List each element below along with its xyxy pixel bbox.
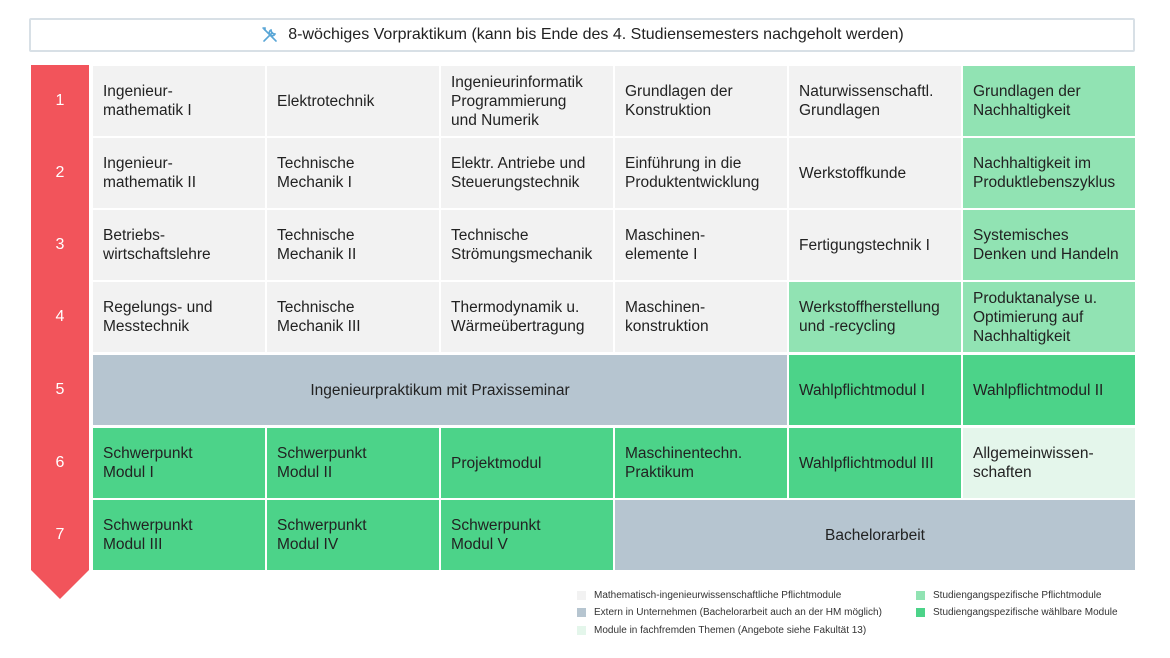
semester-number: 5: [55, 381, 65, 398]
module-cell: Produktanalyse u. Optimierung auf Nachhaltigkeit: [963, 282, 1135, 352]
module-cell: Nachhaltigkeit im Produktlebenszyklus: [963, 138, 1135, 208]
module-cell: Maschinen- elemente I: [615, 210, 787, 280]
module-cell: Schwerpunkt Modul IV: [267, 500, 439, 570]
legend-label: Mathematisch-ingenieurwissenschaftliche Pflichtmodule: [594, 590, 842, 601]
module-cell: Maschinentechn. Praktikum: [615, 428, 787, 498]
semester-number: 3: [55, 236, 65, 253]
module-cell: Technische Mechanik III: [267, 282, 439, 352]
legend-label: Studiengangspezifische wählbare Module: [933, 607, 1118, 618]
module-cell: Naturwissenschaftl. Grundlagen: [789, 66, 961, 136]
module-cell: Schwerpunkt Modul II: [267, 428, 439, 498]
module-cell: Wahlpflichtmodul I: [789, 355, 961, 425]
module-cell: Technische Mechanik II: [267, 210, 439, 280]
module-cell: Werkstoffherstellung und -recycling: [789, 282, 961, 352]
module-cell: Allgemeinwissen- schaften: [963, 428, 1135, 498]
semester-number: 1: [55, 92, 65, 109]
module-cell: Regelungs- und Messtechnik: [93, 282, 265, 352]
semester-number: 6: [55, 454, 65, 471]
legend-item: [577, 607, 882, 618]
banner-text: 8-wöchiges Vorpraktikum (kann bis Ende des 4. Studiensemesters nachgeholt werden): [288, 26, 904, 43]
legend-item: [916, 590, 1101, 601]
module-cell: Schwerpunkt Modul III: [93, 500, 265, 570]
module-cell: Bachelorarbeit: [615, 500, 1135, 570]
legend-swatch: [916, 591, 925, 600]
semester-number: 2: [55, 164, 65, 181]
module-cell: Einführung in die Produktentwicklung: [615, 138, 787, 208]
legend-swatch: [577, 608, 586, 617]
module-cell: Wahlpflichtmodul II: [963, 355, 1135, 425]
legend-label: Studiengangspezifische Pflichtmodule: [933, 590, 1102, 601]
module-cell: Schwerpunkt Modul V: [441, 500, 613, 570]
module-cell: Maschinen- konstruktion: [615, 282, 787, 352]
legend-item: [577, 625, 866, 636]
legend-label: Extern in Unternehmen (Bachelorarbeit auch an der HM möglich): [594, 607, 882, 618]
module-cell: Grundlagen der Konstruktion: [615, 66, 787, 136]
semester-arrow: [31, 65, 89, 599]
module-cell: Elektrotechnik: [267, 66, 439, 136]
module-cell: Technische Mechanik I: [267, 138, 439, 208]
legend-item: [916, 607, 1118, 618]
module-cell: Projektmodul: [441, 428, 613, 498]
module-cell: Fertigungstechnik I: [789, 210, 961, 280]
module-cell: Schwerpunkt Modul I: [93, 428, 265, 498]
tools-icon: [260, 25, 280, 45]
module-cell: Werkstoffkunde: [789, 138, 961, 208]
legend-swatch: [577, 626, 586, 635]
legend-item: [577, 590, 841, 601]
module-cell: Systemisches Denken und Handeln: [963, 210, 1135, 280]
module-cell: Ingenieur- mathematik I: [93, 66, 265, 136]
module-cell: Ingenieurpraktikum mit Praxisseminar: [93, 355, 787, 425]
module-cell: Wahlpflichtmodul III: [789, 428, 961, 498]
module-cell: Elektr. Antriebe und Steuerungstechnik: [441, 138, 613, 208]
legend-swatch: [577, 591, 586, 600]
module-cell: Ingenieurinformatik Programmierung und Numerik: [441, 66, 613, 136]
module-cell: Grundlagen der Nachhaltigkeit: [963, 66, 1135, 136]
module-cell: Thermodynamik u. Wärmeübertragung: [441, 282, 613, 352]
vorpraktikum-banner: [29, 18, 1135, 52]
semester-number: 4: [55, 308, 65, 325]
module-cell: Betriebs- wirtschaftslehre: [93, 210, 265, 280]
module-cell: Ingenieur- mathematik II: [93, 138, 265, 208]
legend-swatch: [916, 608, 925, 617]
legend-label: Module in fachfremden Themen (Angebote siehe Fakultät 13): [594, 625, 867, 636]
module-cell: Technische Strömungsmechanik: [441, 210, 613, 280]
semester-number: 7: [55, 526, 65, 543]
